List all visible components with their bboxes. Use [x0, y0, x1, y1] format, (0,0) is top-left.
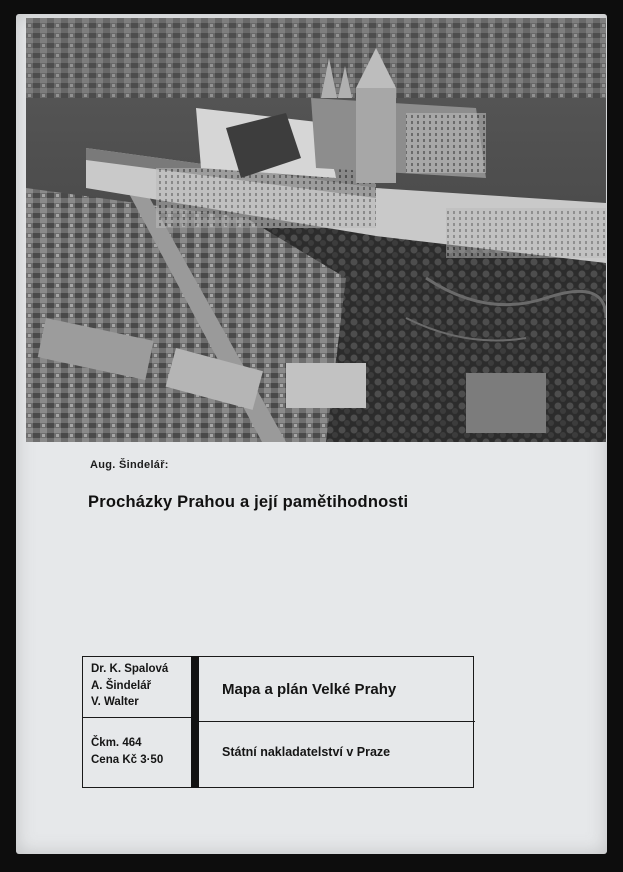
- price: Cena Kč 3·50: [91, 753, 164, 766]
- map-title: Mapa a plán Velké Prahy: [222, 681, 397, 698]
- info-box: [82, 656, 474, 788]
- author-1: Dr. K. Spalová: [91, 663, 169, 675]
- author-name: Aug. Šindelář:: [90, 459, 169, 471]
- divider-line: [199, 721, 475, 722]
- catalog-price: [91, 735, 163, 768]
- book-title: Procházky Prahou a její pamětihodnosti: [88, 493, 409, 511]
- author-2: A. Šindelář: [91, 679, 152, 692]
- author-3: V. Walter: [91, 696, 139, 708]
- aerial-photo: [26, 18, 606, 442]
- map-authors: [91, 661, 168, 711]
- divider-line: [83, 717, 191, 718]
- catalog-number: Čkm. 464: [91, 737, 142, 749]
- publisher: Státní nakladatelství v Praze: [222, 745, 391, 759]
- divider-bar: [191, 656, 199, 788]
